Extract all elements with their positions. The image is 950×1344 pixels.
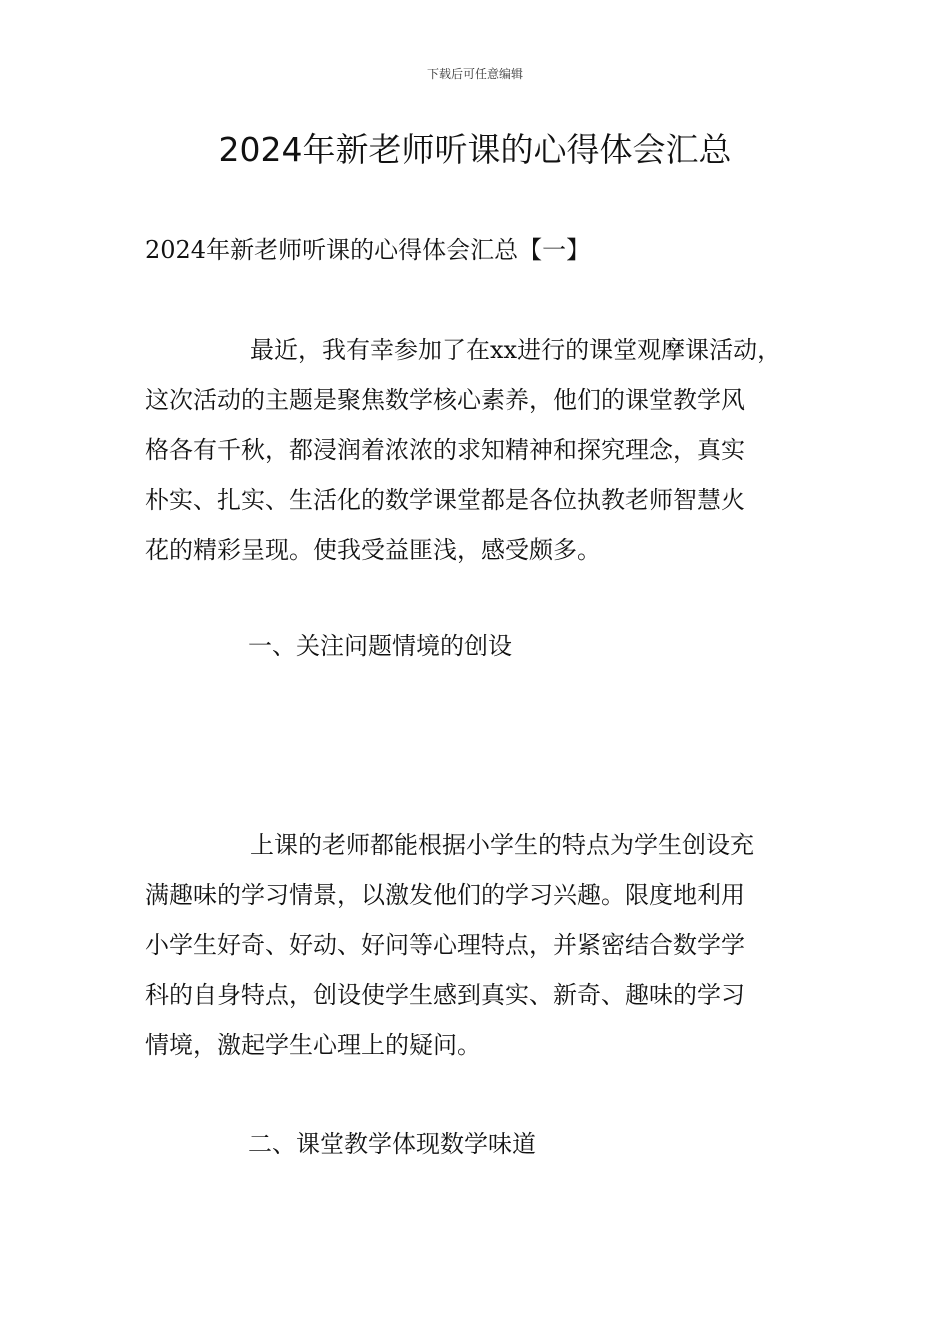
paragraph-line: 科的自身特点，创设使学生感到真实、新奇、趣味的学习 [145,981,745,1009]
document-title: 2024年新老师听课的心得体会汇总 [218,130,732,169]
section-subtitle: 2024年新老师听课的心得体会汇总【一】 [145,236,591,264]
paragraph-problem-context [145,820,820,1070]
paragraph-line: 这次活动的主题是聚焦数学核心素养，他们的课堂教学风 [145,386,745,414]
paragraph-line: 情境，激起学生心理上的疑问。 [145,1031,481,1059]
paragraph-line: 格各有千秋，都浸润着浓浓的求知精神和探究理念，真实 [145,436,745,464]
paragraph-line: 花的精彩呈现。使我受益匪浅，感受颇多。 [145,536,601,564]
paragraph-line: 小学生好奇、好动、好问等心理特点，并紧密结合数学学 [145,931,745,959]
paragraph-line: 上课的老师都能根据小学生的特点为学生创设充 [250,831,754,859]
paragraph-line: 最近，我有幸参加了在xx进行的课堂观摩课活动， [250,336,782,364]
paragraph-line: 朴实、扎实、生活化的数学课堂都是各位执教老师智慧火 [145,486,745,514]
section-heading-2: 二、课堂教学体现数学味道 [248,1130,536,1158]
paragraph-line: 满趣味的学习情景，以激发他们的学习兴趣。限度地利用 [145,881,745,909]
header-note: 下载后可任意编辑 [426,67,523,81]
paragraph-intro [145,325,820,575]
section-heading-1: 一、关注问题情境的创设 [248,632,512,660]
